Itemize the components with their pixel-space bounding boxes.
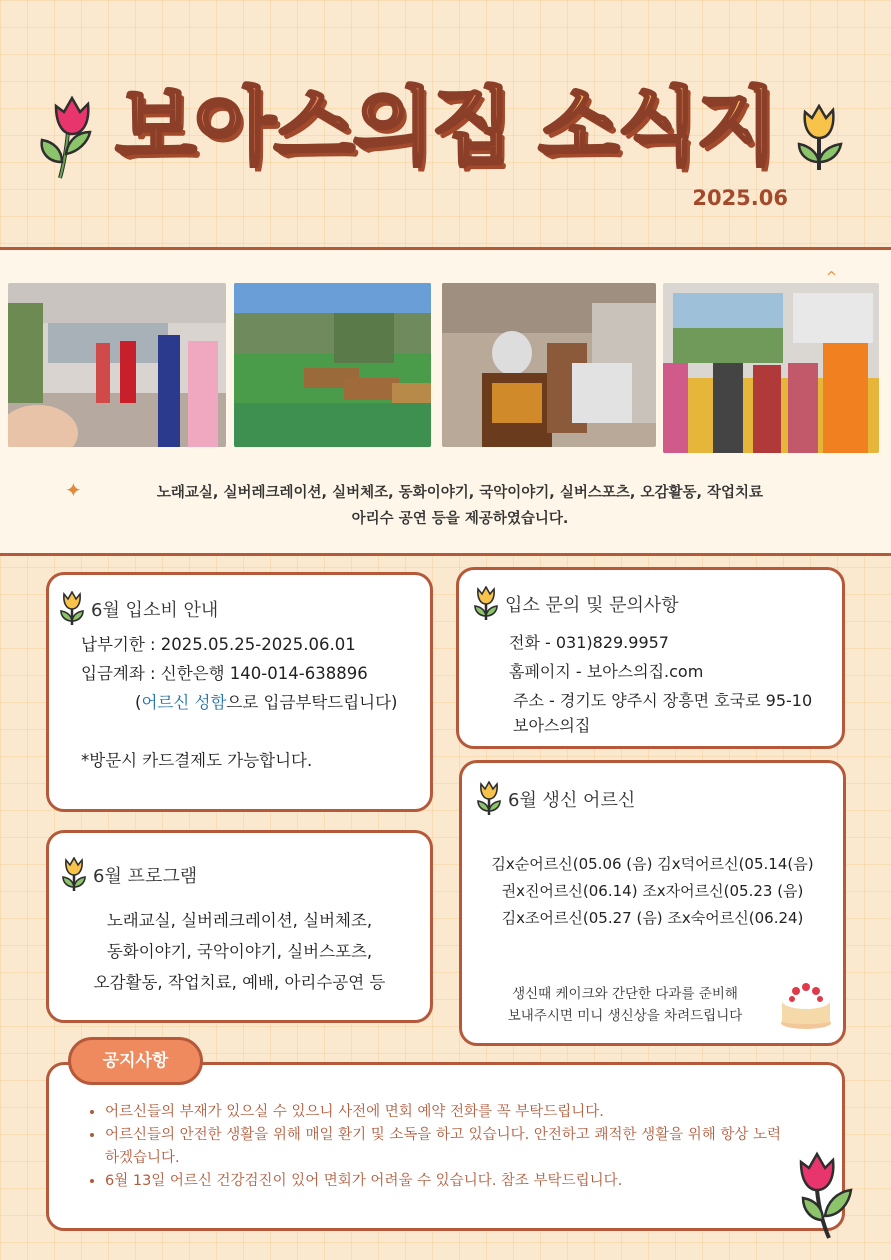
- program-line1: 노래교실, 실버레크레이션, 실버체조,: [106, 911, 373, 930]
- inquiry-card-header: [473, 586, 679, 622]
- inquiry-address-name: 보아스의집: [513, 716, 591, 735]
- deposit-name-highlight: 어르신 성함: [141, 693, 227, 712]
- sparkle-icon: ^: [826, 270, 837, 285]
- title-accent: 소식지: [538, 78, 776, 176]
- birthday-note-line1: 생신때 케이크와 간단한 다과를 준비해: [512, 986, 738, 1002]
- notice-item: • 어르신들의 안전한 생활을 위해 매일 환기 및 소독을 하고 있습니다. 안전하고 쾌적한 생활을 위해 항상 노력하겠습니다.: [105, 1124, 795, 1170]
- fee-card-header: [59, 591, 218, 627]
- photo-music-room: [663, 283, 879, 453]
- birthday-card-header: [476, 781, 635, 817]
- program-card-header: [61, 857, 197, 893]
- program-card: [46, 830, 433, 1023]
- inquiry-address: 주소 - 경기도 양주시 장흥면 호국로 95-10: [513, 691, 813, 710]
- tulip-small-icon: [476, 781, 502, 817]
- inquiry-heading: 입소 문의 및 문의사항: [505, 595, 679, 616]
- notice-item: • 6월 13일 어르신 건강검진이 있어 면회가 어려울 수 있습니다. 참조 부탁드립니다.: [105, 1170, 795, 1193]
- notice-tab: 공지사항: [68, 1037, 203, 1085]
- birthday-list-line2: 권x진어르신(06.14) 조x자어르신(05.23 (음): [501, 882, 804, 900]
- activity-summary-line2: 아리수 공연 등을 제공하였습니다.: [351, 511, 569, 527]
- birthday-list-line1: 김x순어르신(05.06 (음) 김x덕어르신(05.14(음): [491, 855, 814, 873]
- activity-summary-line1: 노래교실, 실버레크레이션, 실버체조, 동화이야기, 국악이야기, 실버스포츠, 오감활동, 작업치료: [156, 485, 764, 501]
- program-heading: 6월 프로그램: [93, 866, 198, 887]
- birthday-list-line3: 김x조어르신(05.27 (음) 조x숙어르신(06.24): [501, 909, 804, 927]
- cake-icon: [778, 977, 834, 1031]
- title-main: 보아스의집: [115, 78, 512, 176]
- page-title: [0, 60, 891, 181]
- tulip-small-icon: [473, 586, 499, 622]
- tulip-pink-icon: [793, 1150, 855, 1242]
- fee-card-payment-note: *방문시 카드결제도 가능합니다.: [81, 751, 313, 770]
- sparkle-icon: ✦: [65, 478, 82, 502]
- notice-list: [85, 1101, 795, 1193]
- fee-deposit-note: (어르신 성함으로 입금부탁드립니다): [135, 693, 398, 712]
- birthday-card: [459, 760, 846, 1046]
- inquiry-phone[interactable]: 전화 - 031)829.9957: [509, 633, 669, 652]
- photo-singing-class: [8, 283, 226, 447]
- activity-summary: [80, 480, 840, 532]
- issue-date: 2025.06: [692, 186, 788, 210]
- fee-due-date: 납부기한 : 2025.05.25-2025.06.01: [81, 635, 356, 654]
- program-line3: 오감활동, 작업치료, 예배, 아리수공연 등: [93, 973, 386, 992]
- fee-account: 입금계좌 : 신한은행 140-014-638896: [81, 664, 368, 683]
- birthday-note-line2: 보내주시면 미니 생신상을 차려드립니다: [507, 1008, 743, 1024]
- notice-card: [46, 1062, 845, 1231]
- tulip-small-icon: [59, 591, 85, 627]
- inquiry-homepage-link[interactable]: 홈페이지 - 보아스의집.com: [509, 662, 704, 681]
- photo-residents-activity: [442, 283, 656, 447]
- notice-item: • 어르신들의 부재가 있으실 수 있으니 사전에 면회 예약 전화를 꼭 부탁드립니다.: [105, 1101, 795, 1124]
- inquiry-card: [456, 567, 845, 749]
- fee-heading: 6월 입소비 안내: [91, 600, 219, 621]
- program-line2: 동화이야기, 국악이야기, 실버스포츠,: [106, 942, 373, 961]
- tulip-small-icon: [61, 857, 87, 893]
- photo-garden: [234, 283, 431, 447]
- fee-card: [46, 572, 433, 812]
- birthday-heading: 6월 생신 어르신: [508, 790, 636, 811]
